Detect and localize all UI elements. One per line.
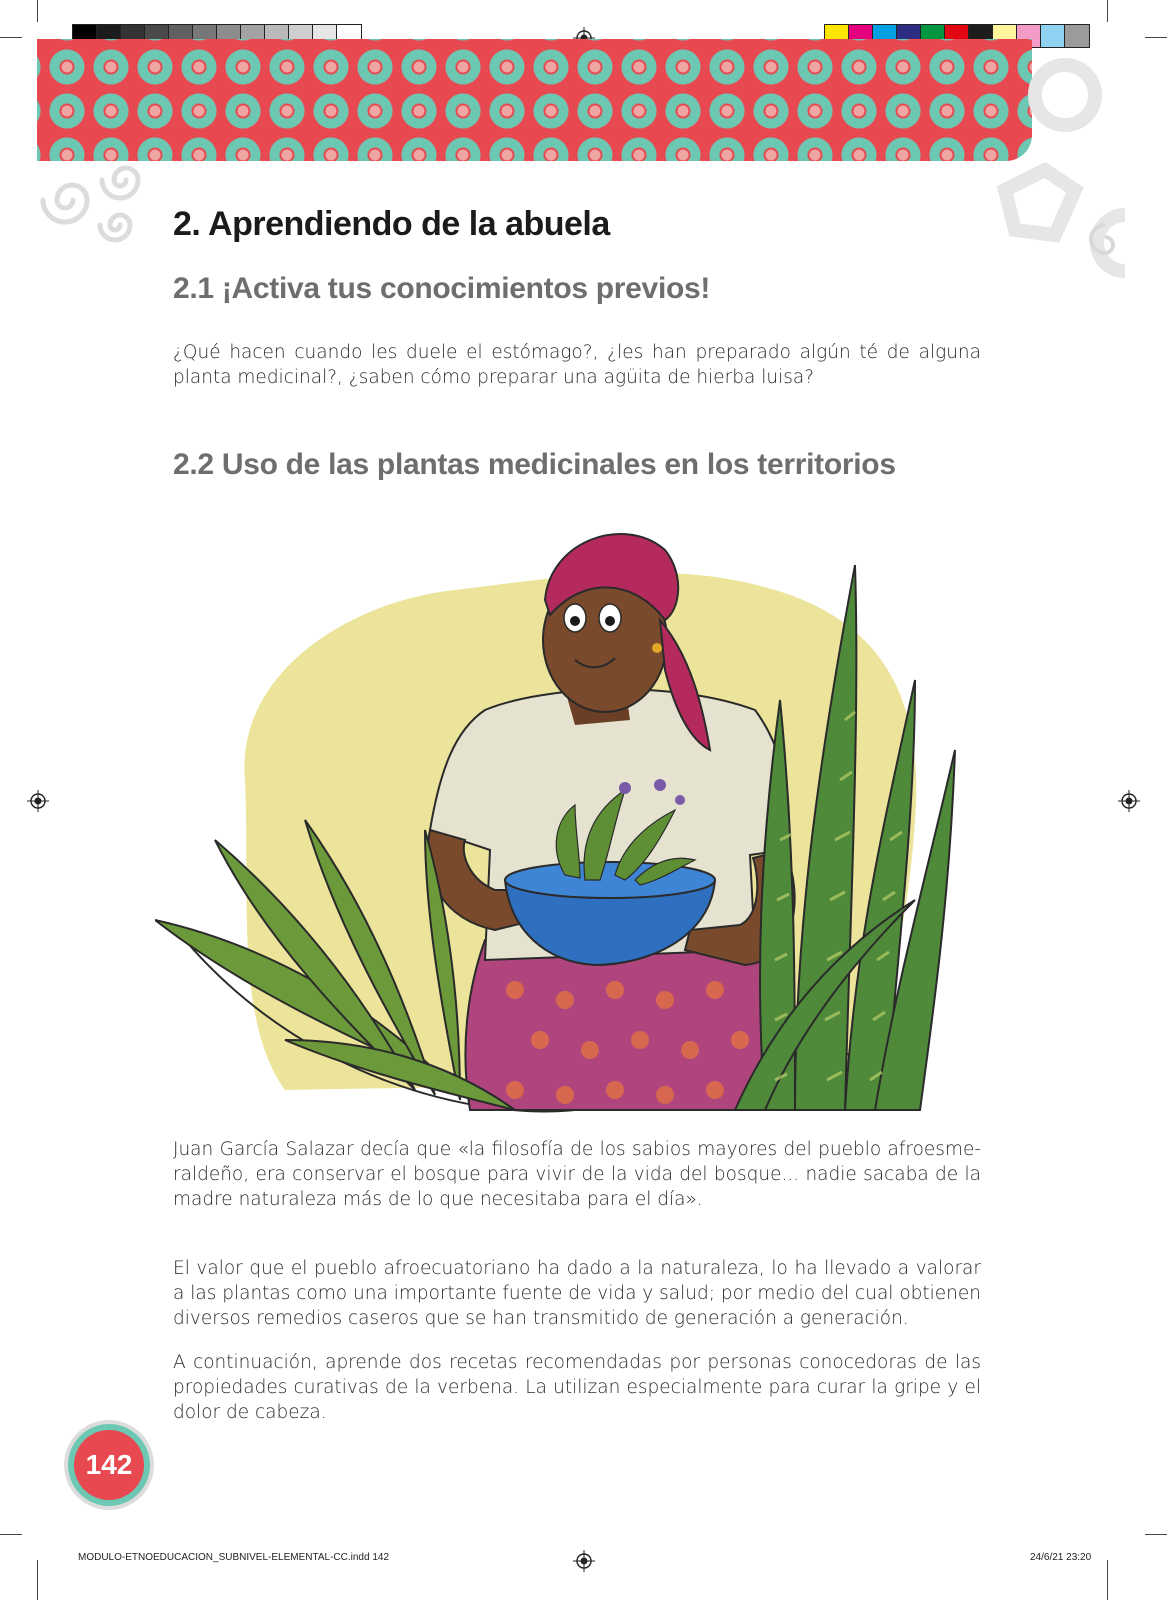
crop-mark xyxy=(0,37,22,38)
ornament-icon xyxy=(985,40,1135,290)
registration-mark-icon xyxy=(1118,790,1140,812)
page-number: 142 xyxy=(74,1430,144,1500)
section-heading-activate: 2.1 ¡Activa tus conocimientos previos! xyxy=(173,272,711,305)
body-paragraph: El valor que el pueblo afroecuatoriano ha dado a la naturaleza, lo ha llevado a valorar a las plantas como una importante fuente de vida y salud; por medio del cual obtienen diversos remedios caseros que se han transmitido de generación a generación. xyxy=(173,1258,981,1329)
body-paragraph: Juan García Salazar decía que «la filosofía de los sabios mayores del pueblo afroesme-raldeño, era conservar el bosque para vivir de la vida del bosque... nadie sacaba de la madre naturaleza más de lo que necesitaba para el día». xyxy=(173,1139,981,1210)
spiral-ornament-icon xyxy=(35,150,155,250)
crop-mark xyxy=(37,0,38,22)
body-paragraph: A continuación, aprende dos recetas recomendadas por personas conocedoras de las propiedades curativas de la verbena. La utilizan especialmente para curar la gripe y el dolor de cabeza. xyxy=(173,1352,981,1423)
intro-questions: ¿Qué hacen cuando les duele el estómago?, ¿les han preparado algún té de alguna planta medicinal?, ¿saben cómo preparar una agüita de hierba luisa? xyxy=(173,342,981,388)
crop-mark xyxy=(0,1534,22,1535)
page-number-badge xyxy=(68,1424,150,1506)
crop-mark xyxy=(37,1560,38,1600)
section-heading-plants: 2.2 Uso de las plantas medicinales en los territorios xyxy=(173,448,896,481)
crop-mark xyxy=(1107,0,1108,22)
crop-mark xyxy=(1107,1560,1108,1600)
grandmother-plants-illustration xyxy=(155,520,985,1135)
registration-mark-icon xyxy=(27,790,49,812)
crop-mark xyxy=(1145,1534,1167,1535)
slug-filename: MODULO-ETNOEDUCACION_SUBNIVEL-ELEMENTAL-CC.indd 142 xyxy=(78,1552,390,1563)
slug-date: 24/6/21 23:20 xyxy=(1030,1552,1092,1563)
registration-mark-icon xyxy=(573,1550,595,1572)
page-title: 2. Aprendiendo de la abuela xyxy=(173,205,610,243)
crop-mark xyxy=(1145,37,1167,38)
header-pattern-band xyxy=(37,39,1032,161)
